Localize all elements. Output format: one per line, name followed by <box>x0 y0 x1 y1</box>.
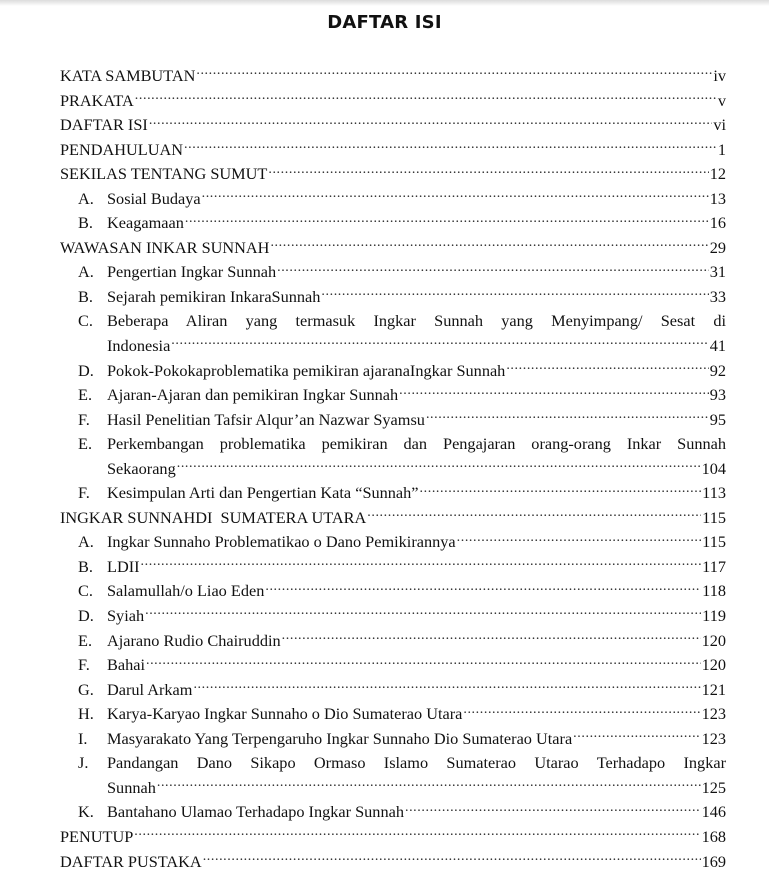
toc-subentry[interactable] <box>60 211 726 236</box>
toc-item-letter: C. <box>78 309 107 334</box>
toc-subentry[interactable] <box>60 579 726 604</box>
dot-leader <box>177 457 701 473</box>
toc-label: PENDAHULUAN <box>60 138 183 163</box>
toc-label: Bahai <box>107 653 145 678</box>
toc-subentry[interactable] <box>60 653 726 678</box>
toc-page-number: 168 <box>702 825 726 850</box>
toc-entry-ingkar-sunnah-sumatera-utara[interactable] <box>60 506 726 531</box>
toc-label: Indonesia <box>107 334 170 359</box>
toc-label: Ajaran-Ajaran dan pemikiran Ingkar Sunnah <box>107 383 398 408</box>
dot-leader <box>202 187 709 203</box>
toc-label: PENUTUP <box>60 825 133 850</box>
toc-page-number: 13 <box>710 187 726 212</box>
dot-leader <box>265 580 701 596</box>
toc-item-letter: E. <box>78 629 107 654</box>
toc-label: Ingkar Sunnaho Problematikao o Dano Pemikirannya <box>107 530 456 555</box>
dot-leader <box>420 482 702 498</box>
toc-page-number: 31 <box>710 260 726 285</box>
dot-leader <box>426 408 709 424</box>
toc-entry-daftar-isi[interactable] <box>60 113 726 138</box>
toc-item-letter: F. <box>78 408 107 433</box>
dot-leader <box>141 556 702 572</box>
toc-item-letter: J. <box>78 751 107 776</box>
toc-item-letter: F. <box>78 481 107 506</box>
table-of-contents <box>60 64 726 874</box>
toc-label: Sosial Budaya <box>107 187 201 212</box>
toc-label: Salamullah/o Liao Eden <box>107 579 264 604</box>
toc-subentry[interactable] <box>60 727 726 752</box>
toc-subentry-wrapped[interactable] <box>60 751 726 800</box>
toc-page-number: 113 <box>702 481 726 506</box>
toc-page-number: 121 <box>702 678 726 703</box>
toc-page-number: 119 <box>702 604 726 629</box>
toc-entry-daftar-pustaka[interactable] <box>60 850 726 874</box>
toc-item-letter: A. <box>78 260 107 285</box>
dot-leader <box>321 286 708 302</box>
toc-entry-penutup[interactable] <box>60 825 726 850</box>
toc-item-letter: E. <box>78 383 107 408</box>
toc-item-letter: C. <box>78 579 107 604</box>
dot-leader <box>367 507 701 523</box>
toc-item-letter: A. <box>78 187 107 212</box>
toc-item-letter: A. <box>78 530 107 555</box>
toc-subentry-wrapped[interactable] <box>60 432 726 481</box>
toc-entry-kata-sambutan[interactable] <box>60 64 726 89</box>
toc-subentry[interactable] <box>60 678 726 703</box>
toc-page-number: 41 <box>710 334 726 359</box>
dot-leader <box>184 138 717 154</box>
toc-label: DAFTAR ISI <box>60 113 148 138</box>
dot-leader <box>268 163 708 179</box>
dot-leader <box>145 605 701 621</box>
dot-leader <box>277 261 709 277</box>
dot-leader <box>203 850 701 866</box>
toc-label: Pengertian Ingkar Sunnah <box>107 260 276 285</box>
toc-item-letter: D. <box>78 604 107 629</box>
toc-page-number: 117 <box>702 555 726 580</box>
toc-page-number: 33 <box>710 285 726 310</box>
toc-entry-wawasan-inkar-sunnah[interactable] <box>60 236 726 261</box>
toc-subentry[interactable] <box>60 702 726 727</box>
toc-page-number: 125 <box>702 776 726 801</box>
toc-label: Karya-Karyao Ingkar Sunnaho o Dio Sumaterao Utara <box>107 702 462 727</box>
toc-label: Hasil Penelitian Tafsir Alqur’an Nazwar Syamsu <box>107 408 425 433</box>
toc-page-number: 93 <box>710 383 726 408</box>
toc-label-line1: Pandangan Dano Sikapo Ormaso Islamo Sumaterao Utarao Terhadapo Ingkar <box>107 751 726 776</box>
toc-label: Pokok-Pokokaproblematika pemikiran ajaranaIngkar Sunnah <box>107 359 505 384</box>
toc-page-number: 115 <box>702 530 726 555</box>
toc-subentry[interactable] <box>60 187 726 212</box>
toc-item-letter: F. <box>78 653 107 678</box>
toc-label: Ajarano Rudio Chairuddin <box>107 629 281 654</box>
toc-page-number: v <box>718 89 726 114</box>
toc-subentry[interactable] <box>60 359 726 384</box>
dot-leader <box>506 359 708 375</box>
toc-subentry-wrapped[interactable] <box>60 309 726 358</box>
toc-label: Kesimpulan Arti dan Pengertian Kata “Sunnah” <box>107 481 419 506</box>
toc-item-letter: H. <box>78 702 107 727</box>
toc-page-number: 92 <box>710 359 726 384</box>
toc-page-number: 118 <box>702 579 726 604</box>
dot-leader <box>149 114 713 130</box>
toc-subentry[interactable] <box>60 800 726 825</box>
toc-item-letter: B. <box>78 555 107 580</box>
dot-leader <box>457 531 702 547</box>
toc-subentry[interactable] <box>60 408 726 433</box>
toc-label: KATA SAMBUTAN <box>60 64 195 89</box>
dot-leader <box>157 777 701 793</box>
dot-leader <box>171 335 708 351</box>
dot-leader <box>146 654 701 670</box>
page-title: DAFTAR ISI <box>0 12 769 33</box>
dot-leader <box>135 89 717 105</box>
toc-page-number: 104 <box>702 457 726 482</box>
toc-subentry[interactable] <box>60 285 726 310</box>
toc-label: Syiah <box>107 604 144 629</box>
toc-page-number: vi <box>713 113 726 138</box>
toc-item-letter: E. <box>78 432 107 457</box>
dot-leader <box>270 237 708 253</box>
dot-leader <box>196 65 712 81</box>
toc-label: Keagamaan <box>107 211 184 236</box>
toc-item-letter: D. <box>78 359 107 384</box>
toc-label: Sekaorang <box>107 457 176 482</box>
toc-label: LDII <box>107 555 140 580</box>
toc-label: INGKAR SUNNAHDI SUMATERA UTARA <box>60 506 366 531</box>
toc-page-number: 115 <box>702 506 726 531</box>
toc-item-letter: B. <box>78 285 107 310</box>
toc-label: Sunnah <box>107 776 156 801</box>
toc-subentry[interactable] <box>60 555 726 580</box>
dot-leader <box>573 727 700 743</box>
toc-label: DAFTAR PUSTAKA <box>60 850 202 874</box>
toc-entry-pendahuluan[interactable] <box>60 138 726 163</box>
toc-page-number: 29 <box>710 236 726 261</box>
toc-page-number: 146 <box>702 800 726 825</box>
dot-leader <box>399 384 709 400</box>
toc-item-letter: G. <box>78 678 107 703</box>
toc-page-number: iv <box>713 64 726 89</box>
toc-label: Bantahano Ulamao Terhadapo Ingkar Sunnah <box>107 800 404 825</box>
toc-entry-sekilas-tentang-sumut[interactable] <box>60 162 726 187</box>
toc-subentry[interactable] <box>60 530 726 555</box>
dot-leader <box>463 703 700 719</box>
page-top-shadow <box>0 0 769 6</box>
toc-label: SEKILAS TENTANG SUMUT <box>60 162 267 187</box>
toc-label: WAWASAN INKAR SUNNAH <box>60 236 269 261</box>
toc-page-number: 169 <box>702 850 726 874</box>
toc-page-number: 12 <box>710 162 726 187</box>
toc-page-number: 95 <box>710 408 726 433</box>
toc-subentry[interactable] <box>60 604 726 629</box>
toc-label: Darul Arkam <box>107 678 192 703</box>
toc-entry-prakata[interactable] <box>60 89 726 114</box>
dot-leader <box>282 629 701 645</box>
toc-item-letter: K. <box>78 800 107 825</box>
toc-label-line1: Beberapa Aliran yang termasuk Ingkar Sunnah yang Menyimpang/ Sesat di <box>107 309 726 334</box>
toc-label: Sejarah pemikiran InkaraSunnah <box>107 285 320 310</box>
toc-item-letter: B. <box>78 211 107 236</box>
toc-subentry[interactable] <box>60 481 726 506</box>
toc-page-number: 123 <box>702 702 726 727</box>
toc-label-line1: Perkembangan problematika pemikiran dan Pengajaran orang-orang Inkar Sunnah <box>107 432 726 457</box>
toc-page-number: 1 <box>718 138 726 163</box>
toc-label: Masyarakato Yang Terpengaruho Ingkar Sunnaho Dio Sumaterao Utara <box>107 727 572 752</box>
dot-leader <box>193 678 700 694</box>
toc-subentry[interactable] <box>60 383 726 408</box>
dot-leader <box>185 212 709 228</box>
toc-page-number: 120 <box>702 629 726 654</box>
toc-page-number: 16 <box>710 211 726 236</box>
toc-page-number: 123 <box>702 727 726 752</box>
toc-item-letter: I. <box>78 727 107 752</box>
toc-subentry[interactable] <box>60 260 726 285</box>
toc-page-number: 120 <box>702 653 726 678</box>
toc-label: PRAKATA <box>60 89 134 114</box>
dot-leader <box>405 801 701 817</box>
dot-leader <box>134 826 700 842</box>
toc-subentry[interactable] <box>60 629 726 654</box>
